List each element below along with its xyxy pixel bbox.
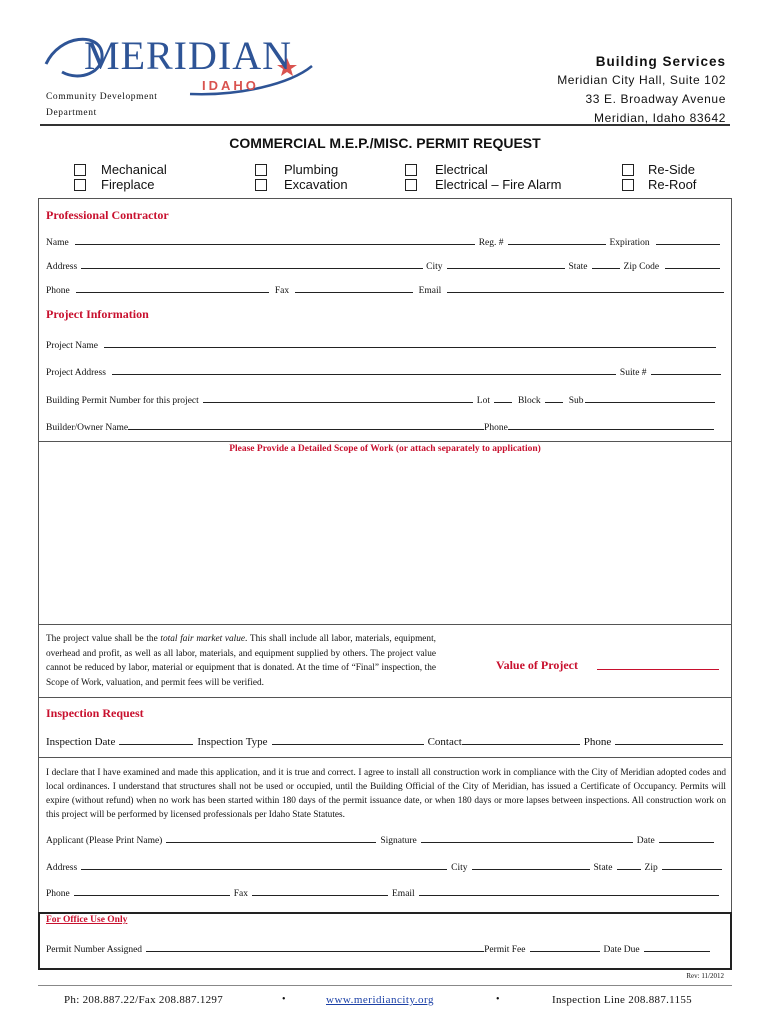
input-contractor-state[interactable] (592, 259, 620, 269)
department-line-2: Department (46, 108, 97, 118)
input-applicant-state[interactable] (617, 860, 641, 870)
input-reg[interactable] (508, 235, 606, 245)
label-expiration: Expiration (609, 238, 650, 248)
input-applicant-name[interactable] (166, 833, 376, 843)
section-divider (38, 757, 732, 758)
checkbox-mechanical[interactable] (74, 164, 86, 176)
input-lot[interactable] (494, 393, 512, 403)
header-divider (40, 124, 730, 126)
input-building-permit-number[interactable] (203, 393, 473, 403)
label-builder-owner: Builder/Owner Name (46, 423, 129, 433)
label-mechanical: Mechanical (101, 162, 167, 177)
address-line-3: Meridian, Idaho 83642 (593, 111, 726, 125)
contractor-row-1 (46, 235, 724, 248)
footer-inspection-line: Inspection Line 208.887.1155 (552, 994, 692, 1006)
input-applicant-address[interactable] (81, 860, 447, 870)
applicant-row-3 (46, 886, 724, 899)
value-text-a: The project value shall be the (46, 634, 161, 644)
input-applicant-email[interactable] (419, 886, 719, 896)
input-applicant-zip[interactable] (662, 860, 722, 870)
label-plumbing: Plumbing (284, 162, 339, 177)
input-value-of-project[interactable] (597, 659, 719, 670)
declaration-text: I declare that I have examined and made this application, and it is true and correct. I agree to install all construction work in compliance with the City of Meridian adopted codes and local ordinances. I understand that structures shall not be used or occupied, until the Building Official of the City of Meridian, has issued a Certificate of Occupancy. Permits will expire (without refund) when no work has been started within 180 days of the permit issuance date, or when 180 days or more lapses between inspections. All construction work on this project will be performed by licensed professionals per Idaho State Statutes. (46, 768, 726, 820)
label-block: Block (517, 396, 541, 406)
label-building-permit-number: Building Permit Number for this project (46, 396, 199, 406)
logo-wordmark: MERIDIAN (84, 33, 292, 78)
label-suite: Suite # (619, 368, 647, 378)
input-contractor-phone[interactable] (76, 283, 269, 293)
project-row-1 (46, 338, 724, 351)
input-contractor-fax[interactable] (295, 283, 412, 293)
input-contractor-city[interactable] (447, 259, 565, 269)
department-name (46, 89, 158, 121)
label-contractor-city: City (426, 262, 443, 272)
label-permit-number: Permit Number Assigned (46, 945, 143, 955)
department-line-1: Community Development (46, 92, 158, 102)
label-applicant-phone: Phone (46, 889, 70, 899)
contractor-row-2 (46, 259, 724, 272)
address-line-1: Meridian City Hall, Suite 102 (557, 73, 726, 87)
input-signature[interactable] (421, 833, 633, 843)
label-re-roof: Re-Roof (648, 177, 697, 192)
label-applicant-zip: Zip (644, 863, 658, 873)
input-contractor-zip[interactable] (665, 259, 720, 269)
input-permit-fee[interactable] (530, 942, 600, 952)
label-owner-phone: Phone (484, 423, 508, 433)
applicant-row-1 (46, 833, 724, 846)
label-applicant-name: Applicant (Please Print Name) (46, 836, 163, 846)
input-applicant-phone[interactable] (74, 886, 230, 896)
footer-phone-fax: Ph: 208.887.22/Fax 208.887.1297 (64, 994, 224, 1006)
checkbox-excavation[interactable] (255, 179, 267, 191)
input-owner-phone[interactable] (508, 420, 714, 430)
input-date-due[interactable] (644, 942, 710, 952)
input-suite[interactable] (651, 365, 721, 375)
input-applicant-date[interactable] (659, 833, 714, 843)
office-use-title: For Office Use Only (46, 915, 128, 925)
section-title-inspection: Inspection Request (46, 706, 144, 720)
checkbox-plumbing[interactable] (255, 164, 267, 176)
input-inspection-phone[interactable] (615, 735, 723, 745)
address-line-2: 33 E. Broadway Avenue (585, 92, 726, 106)
checkbox-fireplace[interactable] (74, 179, 86, 191)
label-excavation: Excavation (284, 177, 348, 192)
label-inspection-date: Inspection Date (46, 736, 116, 748)
project-row-4 (46, 420, 724, 433)
value-text-b: . This shall include all labor, materials, equipment, overhead and profit, as well as all labor, materials, and equipment supplied by others. The project value cannot be reduced by labor, material or equipment that is donated. At the time of “Final” inspection, the Scope of Work, valuation, and permit fees will be verified. (46, 634, 436, 688)
label-contractor-phone: Phone (46, 286, 70, 296)
label-electrical-fire-alarm: Electrical – Fire Alarm (435, 177, 562, 192)
label-contractor-zip: Zip Code (623, 262, 660, 272)
label-fireplace: Fireplace (101, 177, 155, 192)
input-builder-owner[interactable] (128, 420, 484, 430)
label-contractor-state: State (568, 262, 588, 272)
office-use-box (38, 912, 732, 970)
contractor-row-3 (46, 283, 724, 296)
label-electrical: Electrical (435, 162, 488, 177)
input-inspection-type[interactable] (272, 735, 424, 745)
label-applicant-state: State (593, 863, 613, 873)
input-sub[interactable] (585, 393, 715, 403)
footer-divider (38, 985, 732, 986)
label-signature: Signature (380, 836, 417, 846)
label-date-due: Date Due (603, 945, 640, 955)
label-applicant-city: City (451, 863, 468, 873)
input-block[interactable] (545, 393, 563, 403)
label-applicant-date: Date (636, 836, 655, 846)
input-project-name[interactable] (104, 338, 716, 348)
office-use-row (46, 942, 724, 955)
section-title-project: Project Information (46, 307, 149, 321)
checkbox-re-side[interactable] (622, 164, 634, 176)
form-title: COMMERCIAL M.E.P./MISC. PERMIT REQUEST (229, 135, 541, 151)
applicant-row-2 (46, 860, 724, 873)
scope-of-work-note: Please Provide a Detailed Scope of Work (or attach separately to application) (229, 444, 541, 454)
scope-of-work-box[interactable] (38, 441, 732, 625)
project-value-text (46, 632, 436, 690)
project-row-3 (46, 393, 724, 406)
label-re-side: Re-Side (648, 162, 695, 177)
label-permit-fee: Permit Fee (484, 945, 526, 955)
project-row-2 (46, 365, 724, 378)
logo-state: IDAHO (202, 78, 259, 93)
input-project-address[interactable] (112, 365, 616, 375)
checkbox-electrical[interactable] (405, 164, 417, 176)
label-project-name: Project Name (46, 341, 98, 351)
checkbox-electrical-fire-alarm[interactable] (405, 179, 417, 191)
label-inspection-contact: Contact (427, 736, 462, 748)
org-address-block (557, 52, 726, 128)
label-sub: Sub (568, 396, 584, 406)
footer-bullet-1: • (282, 994, 286, 1005)
input-contractor-name[interactable] (75, 235, 475, 245)
label-value-of-project: Value of Project (496, 658, 578, 672)
value-text-emphasis: total fair market value (160, 634, 246, 644)
label-inspection-phone: Phone (583, 736, 612, 748)
input-inspection-contact[interactable] (462, 735, 580, 745)
footer-bullet-2: • (496, 994, 500, 1005)
label-reg: Reg. # (478, 238, 504, 248)
label-inspection-type: Inspection Type (197, 736, 268, 748)
label-contractor-fax: Fax (274, 286, 290, 296)
input-permit-number[interactable] (146, 942, 484, 952)
label-applicant-fax: Fax (233, 889, 248, 899)
input-expiration[interactable] (656, 235, 720, 245)
input-applicant-city[interactable] (472, 860, 590, 870)
section-title-contractor: Professional Contractor (46, 208, 169, 222)
label-applicant-address: Address (46, 863, 78, 873)
input-contractor-email[interactable] (447, 283, 724, 293)
inspection-row (46, 735, 724, 748)
label-project-address: Project Address (46, 368, 106, 378)
label-applicant-email: Email (392, 889, 415, 899)
input-contractor-address[interactable] (81, 259, 423, 269)
checkbox-re-roof[interactable] (622, 179, 634, 191)
label-contractor-name: Name (46, 238, 69, 248)
input-applicant-fax[interactable] (252, 886, 388, 896)
footer-website-link[interactable]: www.meridiancity.org (326, 994, 434, 1006)
label-contractor-address: Address (46, 262, 78, 272)
label-lot: Lot (476, 396, 490, 406)
revision-date: Rev: 11/2012 (686, 972, 724, 980)
input-inspection-date[interactable] (119, 735, 193, 745)
label-contractor-email: Email (418, 286, 442, 296)
org-title: Building Services (595, 54, 726, 69)
